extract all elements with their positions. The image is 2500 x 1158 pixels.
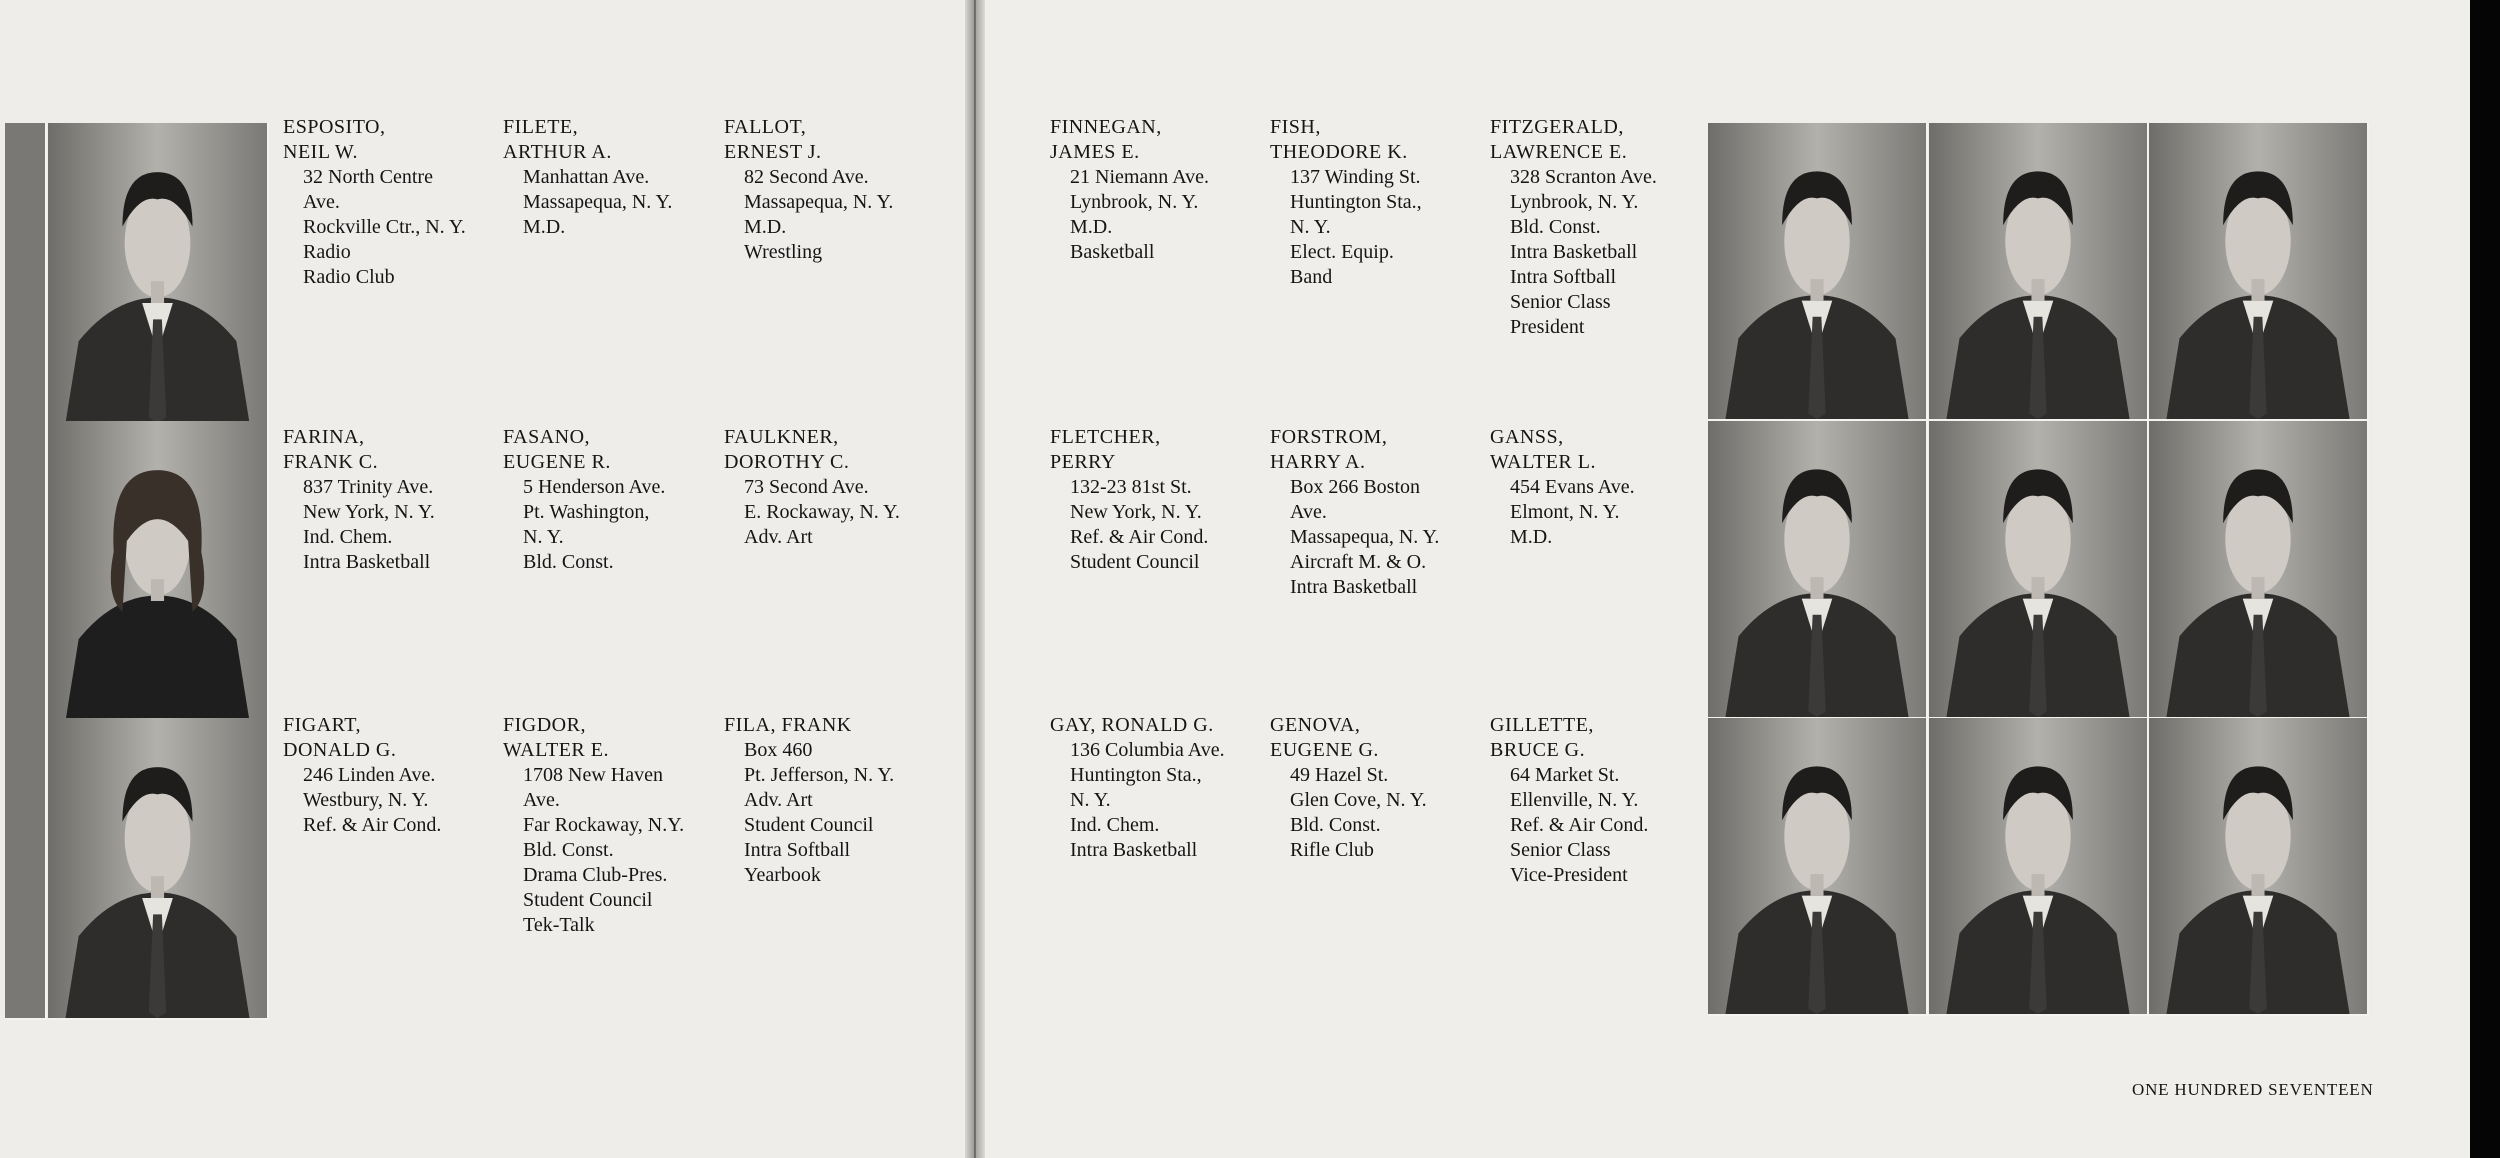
- student-detail-line: 137 Winding St.: [1290, 166, 1421, 188]
- student-portrait-photo: [1708, 421, 1928, 719]
- student-given-name: LAWRENCE E.: [1490, 141, 1628, 163]
- student-detail-line: M.D.: [744, 216, 787, 238]
- student-entry: [1050, 115, 1265, 265]
- student-entry: [724, 115, 939, 265]
- student-detail-line: 5 Henderson Ave.: [523, 476, 666, 498]
- student-detail-line: Glen Cove, N. Y.: [1290, 789, 1427, 811]
- student-detail-line: Student Council: [523, 889, 653, 911]
- student-detail-line: Vice-President: [1510, 864, 1628, 886]
- student-given-name: HARRY A.: [1270, 451, 1366, 473]
- student-detail-line: Senior Class: [1510, 839, 1611, 861]
- portrait-edge-strip: [5, 123, 47, 425]
- student-surname: ESPOSITO,: [283, 116, 386, 138]
- student-detail-line: Yearbook: [744, 864, 821, 886]
- student-detail-line: 136 Columbia Ave.: [1070, 739, 1225, 761]
- student-detail-line: 64 Market St.: [1510, 764, 1620, 786]
- student-detail-line: President: [1510, 316, 1585, 338]
- student-surname: GAY, RONALD G.: [1050, 714, 1214, 736]
- student-detail-line: Rockville Ctr., N. Y.: [303, 216, 466, 238]
- student-detail-line: Radio Club: [303, 266, 395, 288]
- student-given-name: WALTER E.: [503, 739, 609, 761]
- student-detail-line: Aircraft M. & O.: [1290, 551, 1427, 573]
- student-given-name: PERRY: [1050, 451, 1116, 473]
- student-detail-line: Manhattan Ave.: [523, 166, 650, 188]
- student-detail-line: Bld. Const.: [1290, 814, 1381, 836]
- student-detail-line: Elmont, N. Y.: [1510, 501, 1620, 523]
- student-detail-line: 49 Hazel St.: [1290, 764, 1389, 786]
- student-surname: FILETE,: [503, 116, 579, 138]
- student-surname: FILA, FRANK: [724, 714, 852, 736]
- student-detail-line: New York, N. Y.: [1070, 501, 1202, 523]
- student-detail-line: Intra Softball: [744, 839, 851, 861]
- student-detail-line: 837 Trinity Ave.: [303, 476, 434, 498]
- student-detail-line: Box 460: [744, 739, 813, 761]
- student-surname: FINNEGAN,: [1050, 116, 1162, 138]
- student-portrait-photo: [1708, 718, 1928, 1016]
- student-detail-line: Adv. Art: [744, 789, 813, 811]
- student-detail-line: Ind. Chem.: [303, 526, 393, 548]
- student-entry: [724, 713, 939, 888]
- student-entry: [1270, 115, 1485, 290]
- student-detail-line: Drama Club-Pres.: [523, 864, 668, 886]
- student-surname: FIGDOR,: [503, 714, 586, 736]
- student-detail-line: Elect. Equip.: [1290, 241, 1394, 263]
- student-detail-line: 132-23 81st St.: [1070, 476, 1192, 498]
- student-given-name: THEODORE K.: [1270, 141, 1408, 163]
- student-entry: [283, 115, 498, 290]
- student-detail-line: Intra Basketball: [1510, 241, 1638, 263]
- student-detail-line: Westbury, N. Y.: [303, 789, 429, 811]
- book-gutter: [965, 0, 985, 1158]
- student-detail-line: E. Rockaway, N. Y.: [744, 501, 900, 523]
- page-edge-shadow: [2470, 0, 2500, 1158]
- student-detail-line: Senior Class: [1510, 291, 1611, 313]
- page-number: ONE HUNDRED SEVENTEEN: [2132, 1080, 2374, 1099]
- student-detail-line: Intra Basketball: [1290, 576, 1418, 598]
- student-detail-line: 246 Linden Ave.: [303, 764, 436, 786]
- portrait-edge-strip: [5, 718, 47, 1020]
- student-surname: FAULKNER,: [724, 426, 839, 448]
- student-detail-line: Huntington Sta.,: [1070, 764, 1202, 786]
- student-detail-line: M.D.: [1510, 526, 1553, 548]
- student-detail-line: Student Council: [744, 814, 874, 836]
- student-given-name: BRUCE G.: [1490, 739, 1586, 761]
- student-portrait-photo: [1929, 421, 2149, 719]
- student-detail-line: 21 Niemann Ave.: [1070, 166, 1210, 188]
- student-surname: FIGART,: [283, 714, 362, 736]
- student-detail-line: 32 North Centre: [303, 166, 433, 188]
- student-given-name: FRANK C.: [283, 451, 379, 473]
- student-given-name: ARTHUR A.: [503, 141, 612, 163]
- student-portrait-photo: [2149, 718, 2369, 1016]
- student-detail-line: N. Y.: [1290, 216, 1331, 238]
- student-surname: FARINA,: [283, 426, 365, 448]
- student-entry: [503, 425, 718, 575]
- student-detail-line: Pt. Jefferson, N. Y.: [744, 764, 895, 786]
- student-given-name: DOROTHY C.: [724, 451, 850, 473]
- student-surname: GANSS,: [1490, 426, 1564, 448]
- student-entry: [1050, 713, 1265, 863]
- student-detail-line: Adv. Art: [744, 526, 813, 548]
- student-detail-line: 73 Second Ave.: [744, 476, 869, 498]
- student-surname: GENOVA,: [1270, 714, 1361, 736]
- student-detail-line: Lynbrook, N. Y.: [1510, 191, 1639, 213]
- student-entry: [503, 713, 718, 938]
- student-detail-line: Massapequa, N. Y.: [1290, 526, 1440, 548]
- student-portrait-photo: [1708, 123, 1928, 421]
- student-detail-line: Bld. Const.: [1510, 216, 1601, 238]
- student-entry: [1270, 425, 1485, 600]
- student-detail-line: Pt. Washington,: [523, 501, 650, 523]
- student-surname: FASANO,: [503, 426, 591, 448]
- student-detail-line: 328 Scranton Ave.: [1510, 166, 1657, 188]
- student-portrait-photo: [1929, 123, 2149, 421]
- student-given-name: EUGENE G.: [1270, 739, 1379, 761]
- student-detail-line: Tek-Talk: [523, 914, 595, 936]
- portrait-edge-strip: [5, 421, 47, 723]
- student-detail-line: 454 Evans Ave.: [1510, 476, 1635, 498]
- student-portrait-photo: [2149, 421, 2369, 719]
- student-detail-line: Ave.: [303, 191, 340, 213]
- student-detail-line: M.D.: [523, 216, 566, 238]
- student-portrait-photo: [1929, 718, 2149, 1016]
- student-portrait-photo: [2149, 123, 2369, 421]
- student-surname: FALLOT,: [724, 116, 807, 138]
- student-detail-line: Ref. & Air Cond.: [1070, 526, 1209, 548]
- student-entry: [283, 713, 498, 838]
- student-detail-line: Ave.: [523, 789, 560, 811]
- student-detail-line: M.D.: [1070, 216, 1113, 238]
- student-detail-line: Ind. Chem.: [1070, 814, 1160, 836]
- student-detail-line: Student Council: [1070, 551, 1200, 573]
- student-detail-line: Bld. Const.: [523, 551, 614, 573]
- student-surname: FITZGERALD,: [1490, 116, 1624, 138]
- student-detail-line: Band: [1290, 266, 1333, 288]
- student-detail-line: Box 266 Boston: [1290, 476, 1421, 498]
- student-given-name: NEIL W.: [283, 141, 358, 163]
- student-detail-line: Ellenville, N. Y.: [1510, 789, 1639, 811]
- student-entry: [724, 425, 939, 550]
- student-detail-line: N. Y.: [523, 526, 564, 548]
- student-surname: FISH,: [1270, 116, 1321, 138]
- student-detail-line: Intra Basketball: [303, 551, 431, 573]
- student-entry: [503, 115, 718, 240]
- student-portrait-photo: [48, 123, 269, 425]
- student-detail-line: Ref. & Air Cond.: [1510, 814, 1649, 836]
- student-surname: GILLETTE,: [1490, 714, 1594, 736]
- student-surname: FORSTROM,: [1270, 426, 1388, 448]
- student-detail-line: Far Rockaway, N.Y.: [523, 814, 685, 836]
- student-detail-line: Bld. Const.: [523, 839, 614, 861]
- student-detail-line: 82 Second Ave.: [744, 166, 869, 188]
- student-portrait-photo: [48, 718, 269, 1020]
- student-given-name: ERNEST J.: [724, 141, 822, 163]
- student-detail-line: Intra Softball: [1510, 266, 1617, 288]
- student-detail-line: Rifle Club: [1290, 839, 1374, 861]
- student-detail-line: Radio: [303, 241, 351, 263]
- student-detail-line: Massapequa, N. Y.: [744, 191, 894, 213]
- student-given-name: JAMES E.: [1050, 141, 1140, 163]
- student-detail-line: Wrestling: [744, 241, 823, 263]
- student-given-name: WALTER L.: [1490, 451, 1596, 473]
- student-detail-line: Lynbrook, N. Y.: [1070, 191, 1199, 213]
- student-entry: [1270, 713, 1485, 863]
- student-detail-line: Ave.: [1290, 501, 1327, 523]
- student-detail-line: Massapequa, N. Y.: [523, 191, 673, 213]
- student-entry: [1490, 713, 1705, 888]
- student-portrait-photo: [48, 421, 269, 723]
- student-detail-line: Huntington Sta.,: [1290, 191, 1422, 213]
- student-entry: [1490, 425, 1705, 550]
- student-detail-line: Ref. & Air Cond.: [303, 814, 442, 836]
- student-detail-line: 1708 New Haven: [523, 764, 663, 786]
- student-detail-line: N. Y.: [1070, 789, 1111, 811]
- student-entry: [283, 425, 498, 575]
- student-given-name: DONALD G.: [283, 739, 397, 761]
- student-detail-line: Basketball: [1070, 241, 1155, 263]
- student-surname: FLETCHER,: [1050, 426, 1161, 448]
- student-entry: [1490, 115, 1705, 340]
- student-detail-line: New York, N. Y.: [303, 501, 435, 523]
- student-given-name: EUGENE R.: [503, 451, 611, 473]
- student-detail-line: Intra Basketball: [1070, 839, 1198, 861]
- student-entry: [1050, 425, 1265, 575]
